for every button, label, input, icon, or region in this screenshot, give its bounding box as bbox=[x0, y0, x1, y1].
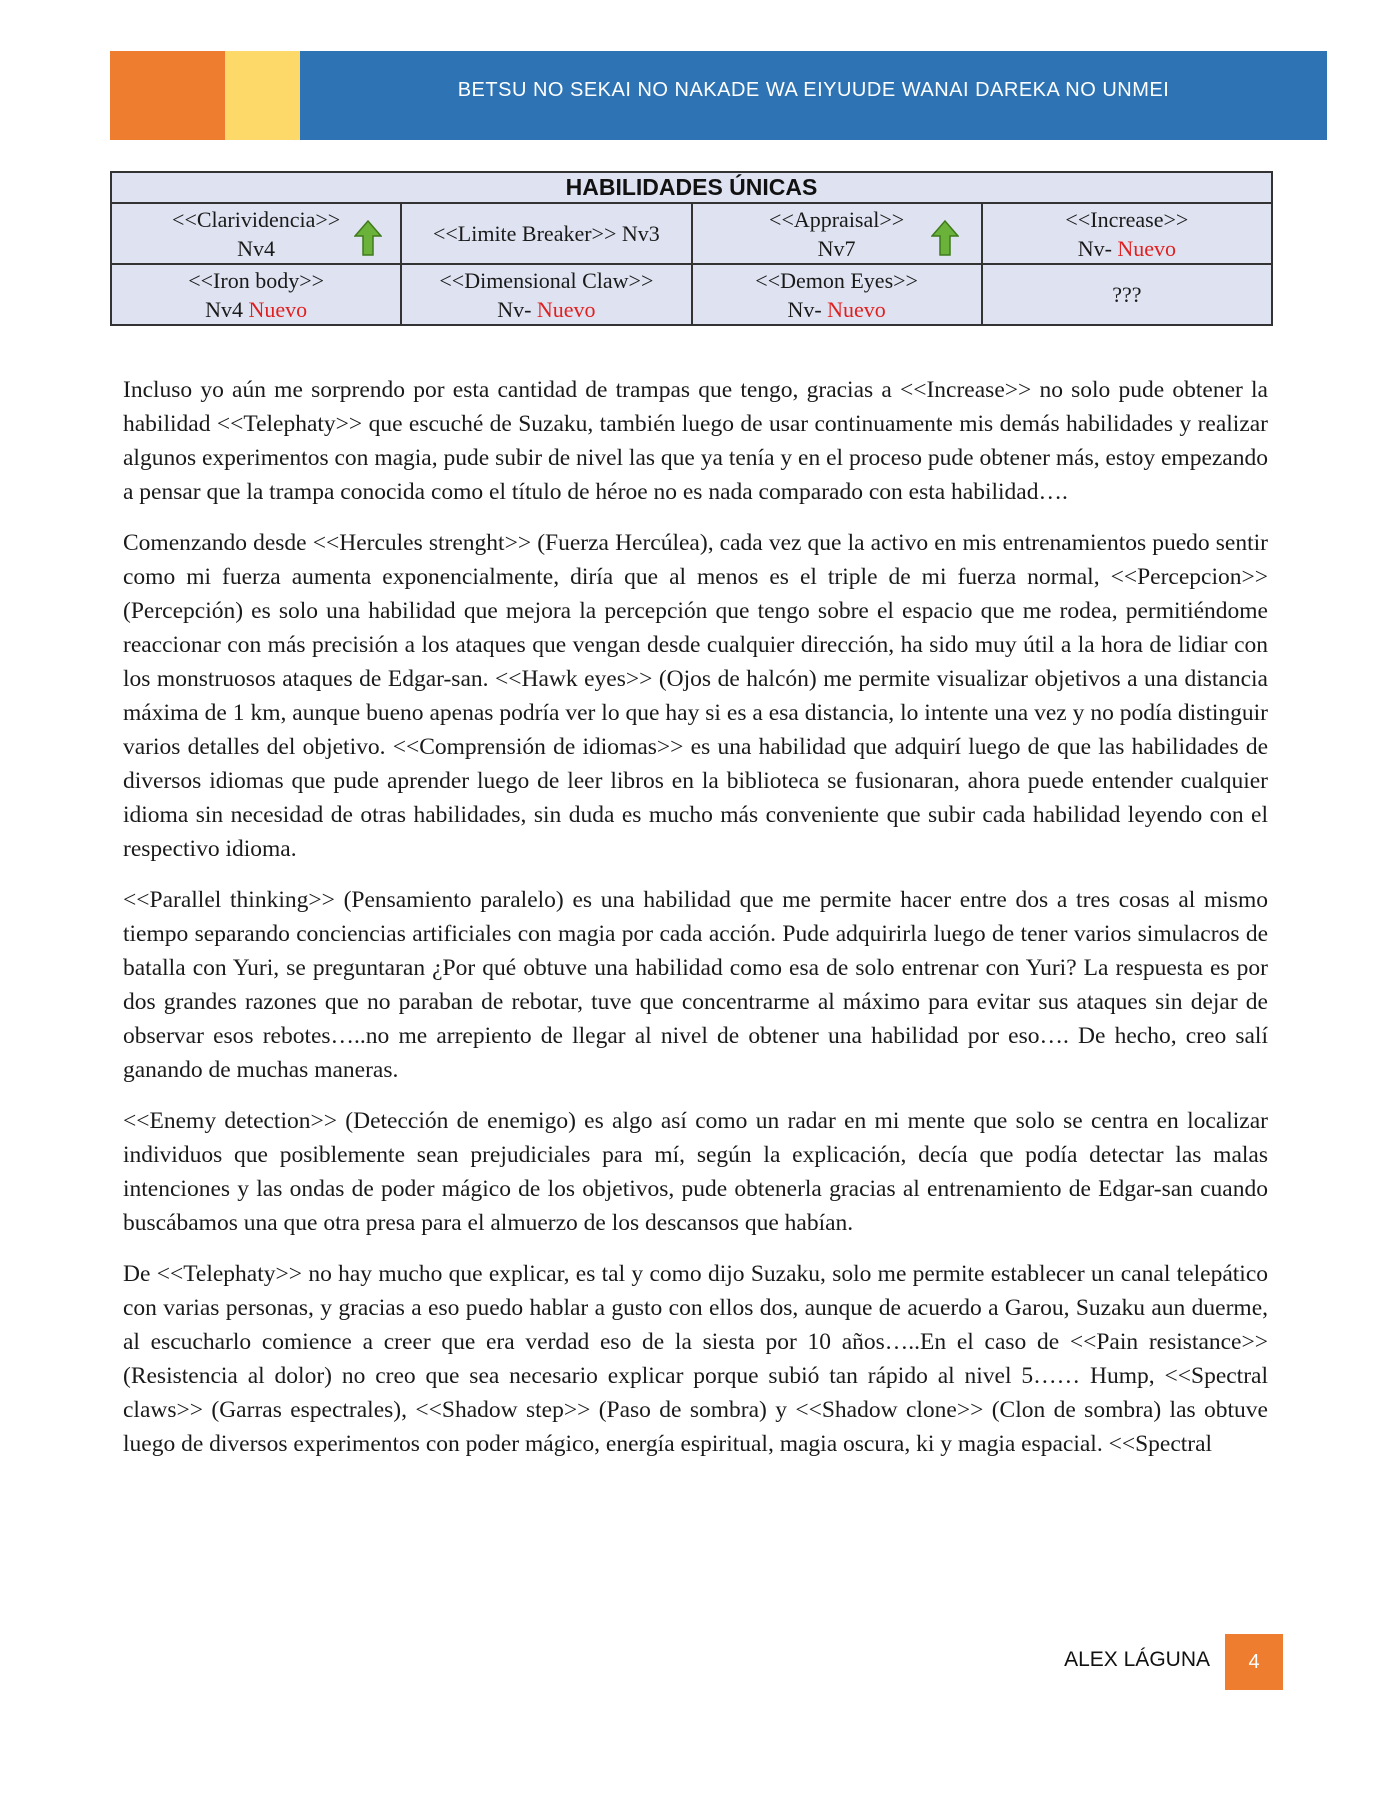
author-name: ALEX LÁGUNA bbox=[1064, 1648, 1210, 1671]
unique-skills-table bbox=[110, 171, 1273, 326]
paragraph: <<Parallel thinking>> (Pensamiento paralelo) es una habilidad que me permite hacer entre dos a tres cosas al mismo tiempo separando conciencias artificiales con magia por cada acción. Pude adquirirla luego de tener varios simulacros de batalla con Yuri, se preguntaran ¿Por qué obtuve una habilidad como esa de solo entrenar con Yuri? La respuesta es por dos grandes razones que no paraban de rebotar, tuve que concentrarme al máximo para evitar sus ataques sin dejar de observar esos rebotes…..no me arrepiento de llegar al nivel de obtener una habilidad por eso…. De hecho, creo salí ganando de muchas maneras. bbox=[123, 887, 1268, 1083]
skill-level: Nv- bbox=[497, 296, 532, 322]
green-up-arrow-icon bbox=[931, 220, 959, 256]
skill-name: <<Appraisal>> bbox=[769, 206, 905, 232]
new-skill-tag: Nuevo bbox=[536, 296, 596, 322]
skill-cell bbox=[111, 264, 401, 325]
paragraph: Comenzando desde <<Hercules strenght>> (Fuerza Hercúlea), cada vez que la activo en mis entrenamientos puedo sentir como mi fuerza aumenta exponencialmente, diría que al menos es el triple de mi fuerza normal, <<Percepcion>> (Percepción) es solo una habilidad que mejora la percepción que tengo sobre el espacio que me rodea, permitiéndome reaccionar con más precisión a los ataques que vengan desde cualquier dirección, ha sido muy útil a la hora de lidiar con los monstruosos ataques de Edgar-san. <<Hawk eyes>> (Ojos de halcón) me permite visualizar objetivos a una distancia máxima de 1 km, aunque bueno apenas podría ver lo que hay si es a esa distancia, lo intente una vez y no podía distinguir varios detalles del objetivo. <<Comprensión de idiomas>> es una habilidad que adquirí luego de que las habilidades de diversos idiomas que pude aprender luego de leer libros en la biblioteca se fusionaran, ahora puede entender cualquier idioma sin necesidad de otras habilidades, sin duda es mucho más conveniente que subir cada habilidad leyendo con el respectivo idioma. bbox=[123, 530, 1268, 862]
skill-level-line bbox=[112, 295, 400, 324]
new-skill-tag: Nuevo bbox=[827, 296, 886, 322]
skill-level: Nv4 bbox=[205, 296, 243, 322]
skill-name: ??? bbox=[1112, 282, 1142, 307]
skill-cell bbox=[982, 203, 1272, 264]
skill-level: Nv7 bbox=[817, 235, 856, 261]
skill-cell bbox=[401, 203, 691, 264]
skills-row bbox=[111, 203, 1272, 264]
paragraph: <<Enemy detection>> (Detección de enemigo) es algo así como un radar en mi mente que solo se centra en localizar individuos que posiblemente sean prejudiciales para mí, según la explicación, decía que podía detectar las malas intenciones y las ondas de poder mágico de los objetivos, pude obtenerla gracias al entrenamiento de Edgar-san cuando buscábamos una que otra presa para el almuerzo de los descansos que habían. bbox=[123, 1108, 1268, 1236]
new-skill-tag: Nuevo bbox=[1117, 235, 1177, 261]
skill-name: <<Iron body>> bbox=[188, 267, 325, 293]
header-yellow-block bbox=[225, 51, 300, 140]
skill-level-line bbox=[983, 234, 1271, 263]
skill-name: <<Limite Breaker>> Nv3 bbox=[432, 221, 660, 246]
new-skill-tag: Nuevo bbox=[248, 296, 308, 322]
skill-level: Nv- bbox=[787, 296, 822, 322]
skill-name: <<Clarividencia>> bbox=[172, 206, 341, 232]
skill-cell bbox=[982, 264, 1272, 325]
page-number: 4 bbox=[1248, 1650, 1260, 1673]
header-orange-block bbox=[110, 51, 225, 140]
skill-cell bbox=[692, 203, 982, 264]
green-up-arrow-icon bbox=[354, 220, 382, 256]
paragraph: De <<Telephaty>> no hay mucho que explicar, es tal y como dijo Suzaku, solo me permite establecer un canal telepático con varias personas, y gracias a eso puedo hablar a gusto con ellos dos, aunque de acuerdo a Garou, Suzaku aun duerme, al escucharlo comience a creer que era verdad eso de la siesta por 10 años…..En el caso de <<Pain resistance>> (Resistencia al dolor) no creo que sea necesario explicar porque subió tan rápido al nivel 5…… Hump, <<Spectral claws>> (Garras espectrales), <<Shadow step>> (Paso de sombra) y <<Shadow clone>> (Clon de sombra) las obtuve luego de diversos experimentos con poder mágico, energía espiritual, magia oscura, ki y magia espacial. <<Spectral bbox=[123, 1261, 1268, 1457]
skills-row bbox=[111, 264, 1272, 325]
skill-level-line bbox=[693, 295, 981, 324]
skill-level: Nv- bbox=[1077, 235, 1112, 261]
skill-cell bbox=[692, 264, 982, 325]
skill-level: Nv4 bbox=[237, 235, 276, 261]
page-number-box bbox=[1225, 1634, 1283, 1690]
header-title-bar bbox=[300, 51, 1327, 140]
book-title: BETSU NO SEKAI NO NAKADE WA EIYUUDE WANAI DAREKA NO UNMEI bbox=[457, 79, 1170, 101]
skill-name: <<Demon Eyes>> bbox=[755, 267, 918, 293]
skills-table-title: HABILIDADES ÚNICAS bbox=[111, 172, 1272, 203]
skill-level-line bbox=[402, 295, 690, 324]
skill-name: <<Dimensional Claw>> bbox=[439, 267, 654, 293]
skill-name: <<Increase>> bbox=[1065, 206, 1189, 232]
paragraph: Incluso yo aún me sorprendo por esta cantidad de trampas que tengo, gracias a <<Increase>> no solo pude obtener la habilidad <<Telephaty>> que escuché de Suzaku, también luego de usar continuamente mis demás habilidades y realizar algunos experimentos con magia, pude subir de nivel las que ya tenía y en el proceso pude obtener más, estoy empezando a pensar que la trampa conocida como el título de héroe no es nada comparado con esta habilidad…. bbox=[123, 377, 1268, 505]
skill-cell bbox=[401, 264, 691, 325]
skill-cell bbox=[111, 203, 401, 264]
page-body bbox=[123, 373, 1268, 1478]
